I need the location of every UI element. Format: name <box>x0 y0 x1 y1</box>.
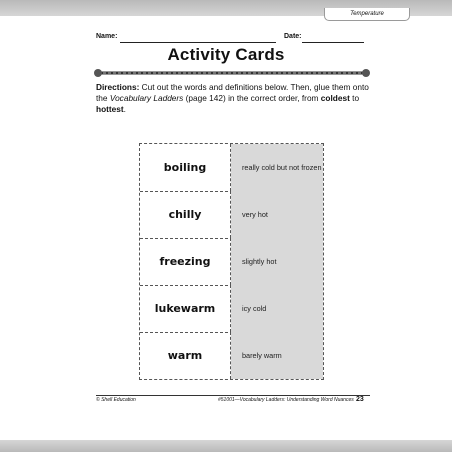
date-label: Date: <box>284 33 302 40</box>
coldest-word: coldest <box>320 93 350 103</box>
card-table <box>139 143 324 380</box>
publisher-credit: © Shell Education <box>96 397 136 403</box>
product-credit: #51001—Vocabulary Ladders: Understanding Word Nuances <box>218 397 354 403</box>
definition-card: icy cold <box>231 285 323 332</box>
topic-tab: Temperature <box>324 8 410 21</box>
directions-text <box>96 82 372 115</box>
bottom-band <box>0 440 452 452</box>
card-row <box>140 285 323 332</box>
definition-card: slightly hot <box>231 238 323 285</box>
definition-card: very hot <box>231 191 323 238</box>
page-title: Activity Cards <box>167 45 285 64</box>
footer-rule <box>96 395 370 396</box>
date-line <box>302 42 364 43</box>
card-row <box>140 332 323 379</box>
definition-card: barely warm <box>231 332 323 379</box>
directions-part1: Cut out the words and definitions below. Then, glue them onto the <box>96 82 369 103</box>
directions-lead: Directions: <box>96 82 140 92</box>
card-row <box>140 191 323 238</box>
word-card: freezing <box>140 238 231 285</box>
word-card: boiling <box>140 144 231 191</box>
name-line <box>120 42 276 43</box>
page-number: 23 <box>356 396 364 403</box>
rope-divider <box>94 67 370 79</box>
hottest-word: hottest <box>96 104 124 114</box>
name-label: Name: <box>96 33 118 40</box>
word-card: lukewarm <box>140 285 231 332</box>
directions-part2: (page 142) in the correct order, from <box>183 93 321 103</box>
definition-card: really cold but not frozen <box>231 144 323 191</box>
card-row <box>140 238 323 285</box>
word-card: warm <box>140 332 231 379</box>
directions-part3: to <box>349 93 360 103</box>
card-row <box>140 144 323 191</box>
book-title: Vocabulary Ladders <box>109 93 184 103</box>
word-card: chilly <box>140 191 231 238</box>
directions-part4: . <box>123 104 126 114</box>
